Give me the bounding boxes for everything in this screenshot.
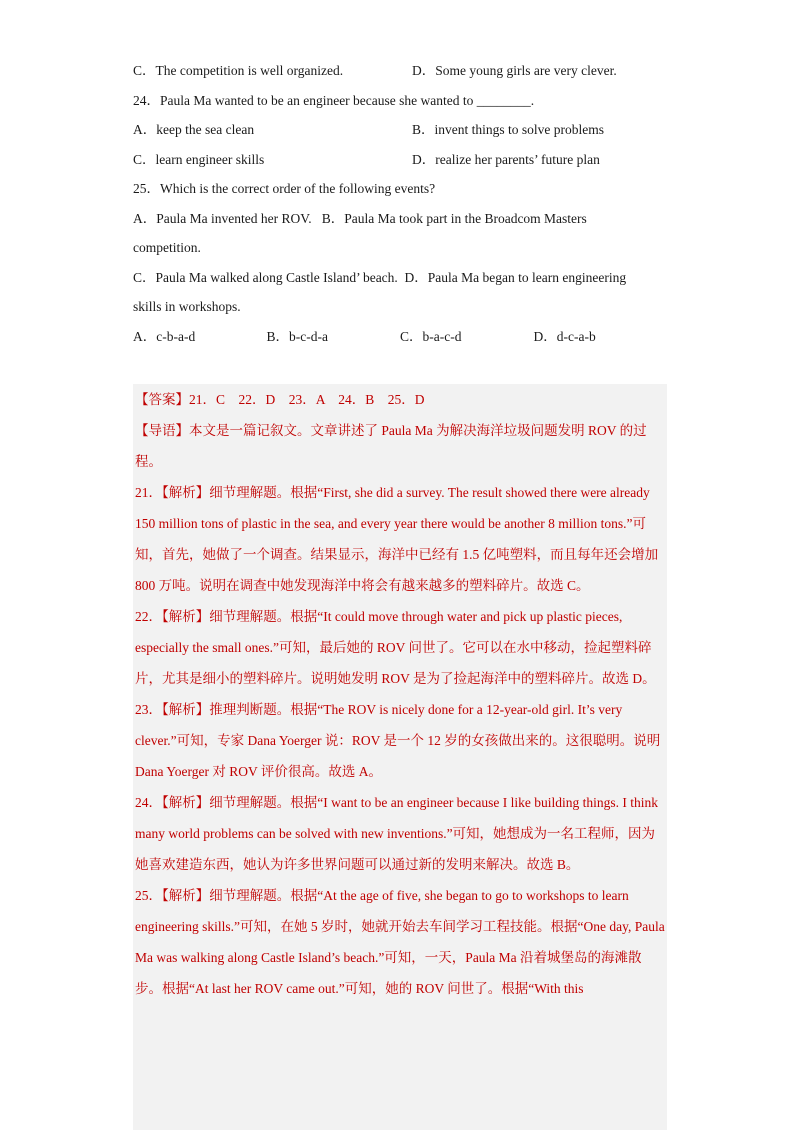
q25-stem: 25．Which is the correct order of the following events? — [133, 181, 436, 196]
question-section — [133, 56, 667, 351]
q24-options-row-1 — [133, 115, 667, 145]
q24-options-row-2 — [133, 145, 667, 175]
q24-option-b: B．invent things to solve problems — [412, 122, 604, 137]
q24-option-c: C．learn engineer skills — [133, 151, 265, 167]
q25-events-line-4: skills in workshops. — [133, 299, 241, 314]
q25-options-row — [133, 322, 667, 352]
answer-key: 【答案】21．C 22．D 23．A 24．B 25．D — [135, 392, 425, 407]
q24-stem: 24．Paula Ma wanted to be an engineer because she wanted to ________. — [133, 92, 535, 108]
q25-option-d: D．d-c-a-b — [533, 328, 596, 344]
q23-option-d: D．Some young girls are very clever. — [412, 63, 617, 78]
answer-explanation-box — [133, 384, 667, 1130]
q25-events-line-1: A．Paula Ma invented her ROV. B．Paula Ma took part in the Broadcom Masters — [133, 210, 587, 226]
q24-option-d: D．realize her parents’ future plan — [412, 151, 600, 167]
q25-option-c: C．b-a-c-d — [400, 328, 462, 344]
q23-option-c: C．The competition is well organized. — [133, 63, 344, 78]
analysis-25: 25．【解析】细节理解题。根据“At the age of five, she began to go to workshops to learn engineering skills.”可知，在她 5 岁时，她就开始去车间学习工程技能。根据“One day, Paula Ma was walking along Castle Island’s beach.”可知，一天，Paula Ma 沿着城堡岛的海滩散步。根据“At last her ROV came out.”可知，她的 ROV 问世了。根据“With this — [135, 888, 665, 996]
analysis-21: 21．【解析】细节理解题。根据“First, she did a survey. The result showed there were already 150 million tons of plastic in the sea, and every year there would be another 8 million tons.”可知，首先，她做了一个调查。结果显示，海洋中已经有 1.5 亿吨塑料，而且每年还会增加 800 万吨。说明在调查中她发现海洋中将会有越来越多的塑料碎片。故选 C。 — [135, 485, 659, 593]
answer-intro: 【导语】本文是一篇记叙文。文章讲述了 Paula Ma 为解决海洋垃圾问题发明 ROV 的过程。 — [135, 423, 647, 469]
q25-option-b: B．b-c-d-a — [266, 328, 328, 344]
q24-option-a: A．keep the sea clean — [133, 122, 255, 137]
analysis-22: 22．【解析】细节理解题。根据“It could move through water and pick up plastic pieces, especially the small ones.”可知，最后她的 ROV 问世了。它可以在水中移动，捡起塑料碎片，尤其是细小的塑料碎片。说明她发明 ROV 是为了捡起海洋中的塑料碎片。故选 D。 — [135, 609, 656, 686]
q25-option-a: A．c-b-a-d — [133, 328, 196, 344]
analysis-23: 23．【解析】推理判断题。根据“The ROV is nicely done for a 12-year-old girl. It’s very clever.”可知，专家 Dana Yoerger 说：ROV 是一个 12 岁的女孩做出来的。这很聪明。说明 Dana Yoerger 对 ROV 评价很高。故选 A。 — [135, 702, 661, 779]
q23-options-row — [133, 56, 667, 86]
analysis-24: 24．【解析】细节理解题。根据“I want to be an engineer because I like building things. I think many world problems can be solved with new inventions.”可知，她想成为一名工程师，因为她喜欢建造东西，她认为许多世界问题可以通过新的发明来解决。故选 B。 — [135, 795, 659, 872]
q25-events-line-3: C．Paula Ma walked along Castle Island’ beach. D．Paula Ma began to learn engineering — [133, 269, 627, 285]
q25-events-line-2: competition. — [133, 240, 201, 255]
